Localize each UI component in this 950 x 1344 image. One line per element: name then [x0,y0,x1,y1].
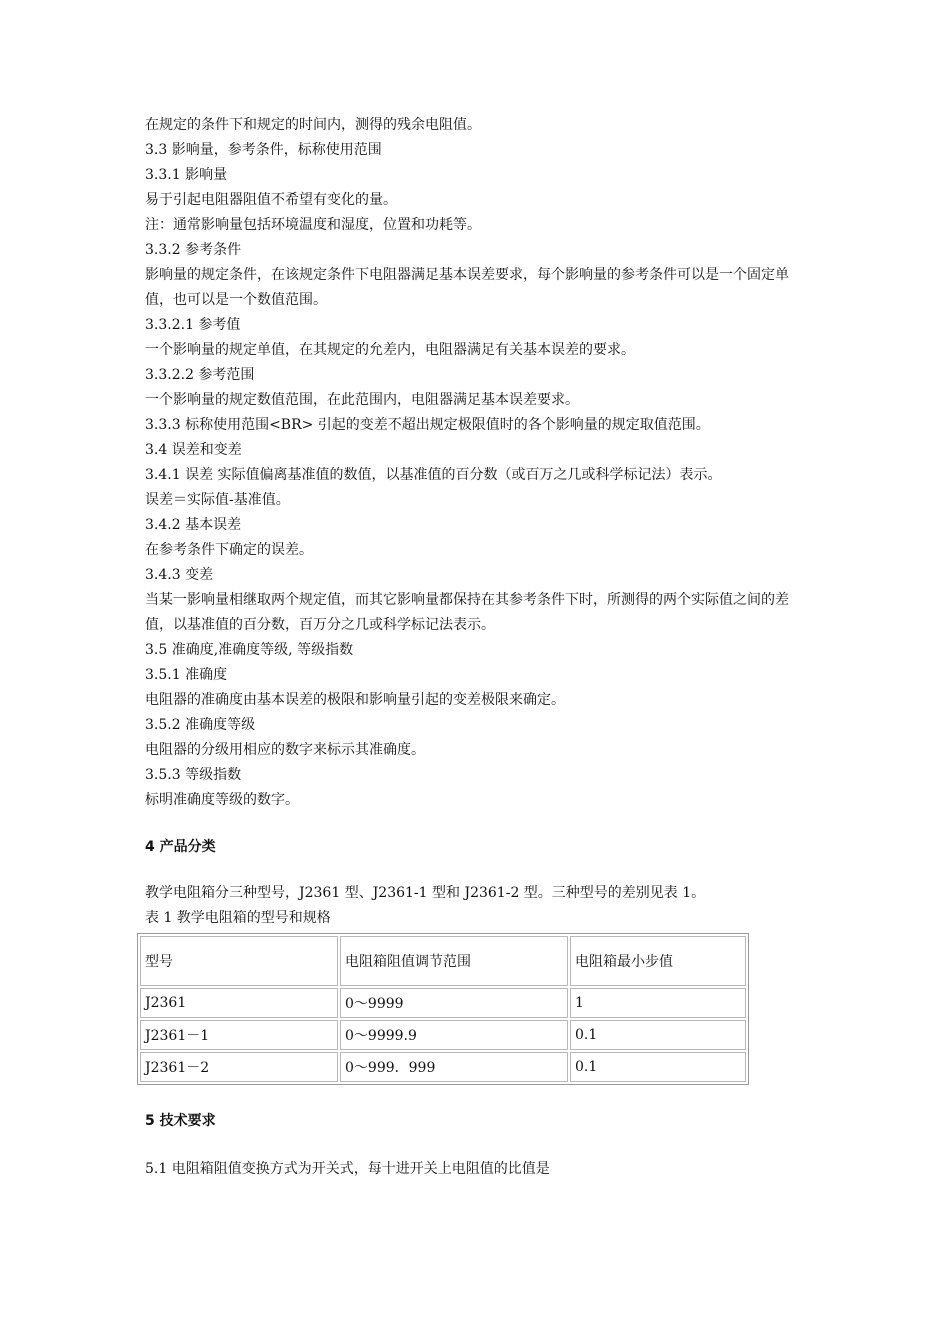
section-5-1-line: 5.1 电阻箱阻值变换方式为开关式，每十进开关上电阻值的比值是 [145,1161,550,1177]
section-3-4-3-title: 3.4.3 变差 [145,567,214,583]
table-row [140,988,746,1018]
section-3-5-2-title: 3.5.2 准确度等级 [145,717,256,733]
table-header-cell: 电阻箱阻值调节范围 [340,936,568,986]
paragraph-basic-error: 在参考条件下确定的误差。 [145,542,313,558]
paragraph-reference-range: 一个影响量的规定数值范围，在此范围内，电阻器满足基本误差要求。 [145,392,579,408]
table-header-cell: 型号 [140,936,338,986]
paragraph-reference-value: 一个影响量的规定单值，在其规定的允差内，电阻器满足有关基本误差的要求。 [145,342,635,358]
section-3-5-3-title: 3.5.3 等级指数 [145,767,242,783]
section-3-3-1-title: 3.3.1 影响量 [145,167,228,183]
spec-table [137,933,749,1085]
section-3-3-3-line: 3.3.3 标称使用范围<BR> 引起的变差不超出规定极限值时的各个影响量的规定取值范围。 [145,417,710,433]
table-cell: J2361－2 [140,1052,338,1082]
paragraph-accuracy-class: 电阻器的分级用相应的数字来标示其准确度。 [145,742,425,758]
document-page [145,113,815,1182]
section-3-3-2-2-title: 3.3.2.2 参考范围 [145,367,255,383]
table-header-row [140,936,746,986]
table-cell: 0.1 [570,1020,746,1050]
table-cell: 0～9999.9 [340,1020,568,1050]
section-4-heading: 4 产品分类 [145,839,216,855]
table-cell: 1 [570,988,746,1018]
section-3-3-2-1-title: 3.3.2.1 参考值 [145,317,241,333]
paragraph-class-index: 标明准确度等级的数字。 [145,792,299,808]
table-row [140,1020,746,1050]
table-row [140,1052,746,1082]
table-cell: J2361 [140,988,338,1018]
section-3-5-title: 3.5 准确度,准确度等级, 等级指数 [145,642,354,658]
section-3-4-1-line: 3.4.1 误差 实际值偏离基准值的数值，以基准值的百分数（或百万之几或科学标记法）表示。 [145,467,722,483]
table-cell: J2361－1 [140,1020,338,1050]
section-3-3-title: 3.3 影响量，参考条件，标称使用范围 [145,142,382,158]
section-5-heading: 5 技术要求 [145,1113,216,1129]
section-3-5-1-title: 3.5.1 准确度 [145,667,228,683]
paragraph-residual-resistance: 在规定的条件下和规定的时间内，测得的残余电阻值。 [145,117,481,133]
section-3-3-2-title: 3.3.2 参考条件 [145,242,242,258]
paragraph-variation: 当某一影响量相继取两个规定值，而其它影响量都保持在其参考条件下时，所测得的两个实际值之间的差值，以基准值的百分数，百万分之几或科学标记法表示。 [145,592,789,633]
note-influence-quantity: 注：通常影响量包括环境温度和湿度，位置和功耗等。 [145,217,481,233]
section-3-4-2-title: 3.4.2 基本误差 [145,517,242,533]
section-4-intro: 教学电阻箱分三种型号，J2361 型、J2361-1 型和 J2361-2 型。三种型号的差别见表 1。 [145,885,706,901]
paragraph-influence-quantity: 易于引起电阻器阻值不希望有变化的量。 [145,192,397,208]
section-3-4-title: 3.4 误差和变差 [145,442,242,458]
paragraph-accuracy: 电阻器的准确度由基本误差的极限和影响量引起的变差极限来确定。 [145,692,565,708]
table-caption: 表 1 教学电阻箱的型号和规格 [145,910,331,926]
error-formula: 误差＝实际值-基准值。 [145,492,290,508]
table-cell: 0.1 [570,1052,746,1082]
table-header-cell: 电阻箱最小步值 [570,936,746,986]
table-cell: 0～999．999 [340,1052,568,1082]
paragraph-reference-conditions: 影响量的规定条件，在该规定条件下电阻器满足基本误差要求，每个影响量的参考条件可以是一个固定单值，也可以是一个数值范围。 [145,267,789,308]
table-cell: 0～9999 [340,988,568,1018]
